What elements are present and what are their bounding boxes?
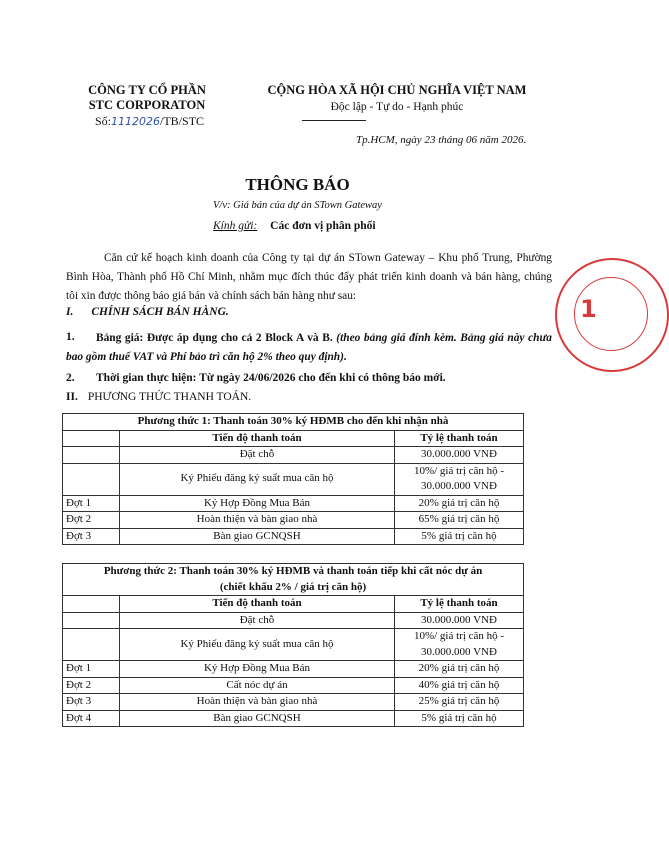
document-title: THÔNG BÁO [245,175,350,194]
table-row: Đặt chỗ 30.000.000 VNĐ [63,447,524,464]
table-header: Tỷ lệ thanh toán [395,596,524,613]
table-row: Đợt 4 Bàn giao GCNQSH 5% giá trị căn hộ [63,710,524,727]
document-subject: V/v: Giá bán của dự án STown Gateway [213,200,382,211]
item-2-number: 2. [66,372,75,384]
section-1-heading: I. CHÍNH SÁCH BÁN HÀNG. [66,306,229,318]
item-1-text: Bảng giá: Được áp dụng cho cả 2 Block A và B. (theo bảng giá đính kèm. Bảng giá này chưa bao gồm thuế VAT và Phí bảo trì căn hộ 2% theo quy định). [66,332,552,363]
payment-table-1 [62,413,524,545]
table-row: Đợt 1 Ký Hợp Đồng Mua Bán 20% giá trị căn hộ [63,495,524,512]
recipient-line: Kính gửi: Các đơn vị phân phối [213,220,376,232]
table-row: Đợt 2 Hoàn thiện và bàn giao nhà 65% giá trị căn hộ [63,512,524,529]
table-header: Tiến độ thanh toán [120,430,395,447]
table-row: Đợt 3 Bàn giao GCNQSH 5% giá trị căn hộ [63,528,524,545]
item-1-number: 1. [66,331,75,343]
nation-motto: Độc lập - Tự do - Hạnh phúc [330,101,464,113]
table-row: Đợt 2 Cất nóc dự án 40% giá trị căn hộ [63,677,524,694]
table-header: Tiến độ thanh toán [120,596,395,613]
date-line: Tp.HCM, ngày 23 tháng 06 năm 2026. [356,134,527,146]
table-caption: Phương thức 1: Thanh toán 30% ký HĐMB cho đến khi nhận nhà [63,414,524,431]
item-2-text: Thời gian thực hiện: Từ ngày 24/06/2026 cho đến khi có thông báo mới. [96,372,446,384]
intro-paragraph: Căn cứ kế hoạch kinh doanh của Công ty tại dự án STown Gateway – Khu phố Trung, Phường Bình Hòa, Thành phố Hồ Chí Minh, nhằm mục đích thúc đẩy phát triển kinh doanh và bán hàng, chúng tôi xin được thông báo giá bán và chính sách bán hàng như sau: [66,252,552,302]
payment-table-2 [62,563,524,727]
table-caption: Phương thức 2: Thanh toán 30% ký HĐMB và thanh toán tiếp khi cất nóc dự án (chiết khấu 2% / giá trị căn hộ) [63,564,524,596]
motto-underline [302,120,366,121]
reference-number: Số:1112026/TB/STC [95,114,205,128]
nation-title: CỘNG HÒA XÃ HỘI CHỦ NGHĨA VIỆT NAM [267,83,527,97]
table-header: Tỷ lệ thanh toán [395,430,524,447]
table-row: Đặt chỗ 30.000.000 VNĐ [63,612,524,629]
section-2-heading: II. PHƯƠNG THỨC THANH TOÁN. [66,391,252,403]
company-name-en: STC CORPORATON [88,98,206,112]
seal-mark: 1 [580,295,597,323]
handwritten-number: 1112026 [111,115,161,128]
table-row: Ký Phiếu đăng ký suất mua căn hộ 10%/ giá trị căn hộ - 30.000.000 VNĐ [63,629,524,661]
table-row: Đợt 3 Hoàn thiện và bàn giao nhà 25% giá trị căn hộ [63,694,524,711]
table-row: Ký Phiếu đăng ký suất mua căn hộ 10%/ giá trị căn hộ - 30.000.000 VNĐ [63,463,524,495]
company-name: CÔNG TY CỔ PHẦN [88,83,206,97]
table-row: Đợt 1 Ký Hợp Đồng Mua Bán 20% giá trị căn hộ [63,661,524,678]
